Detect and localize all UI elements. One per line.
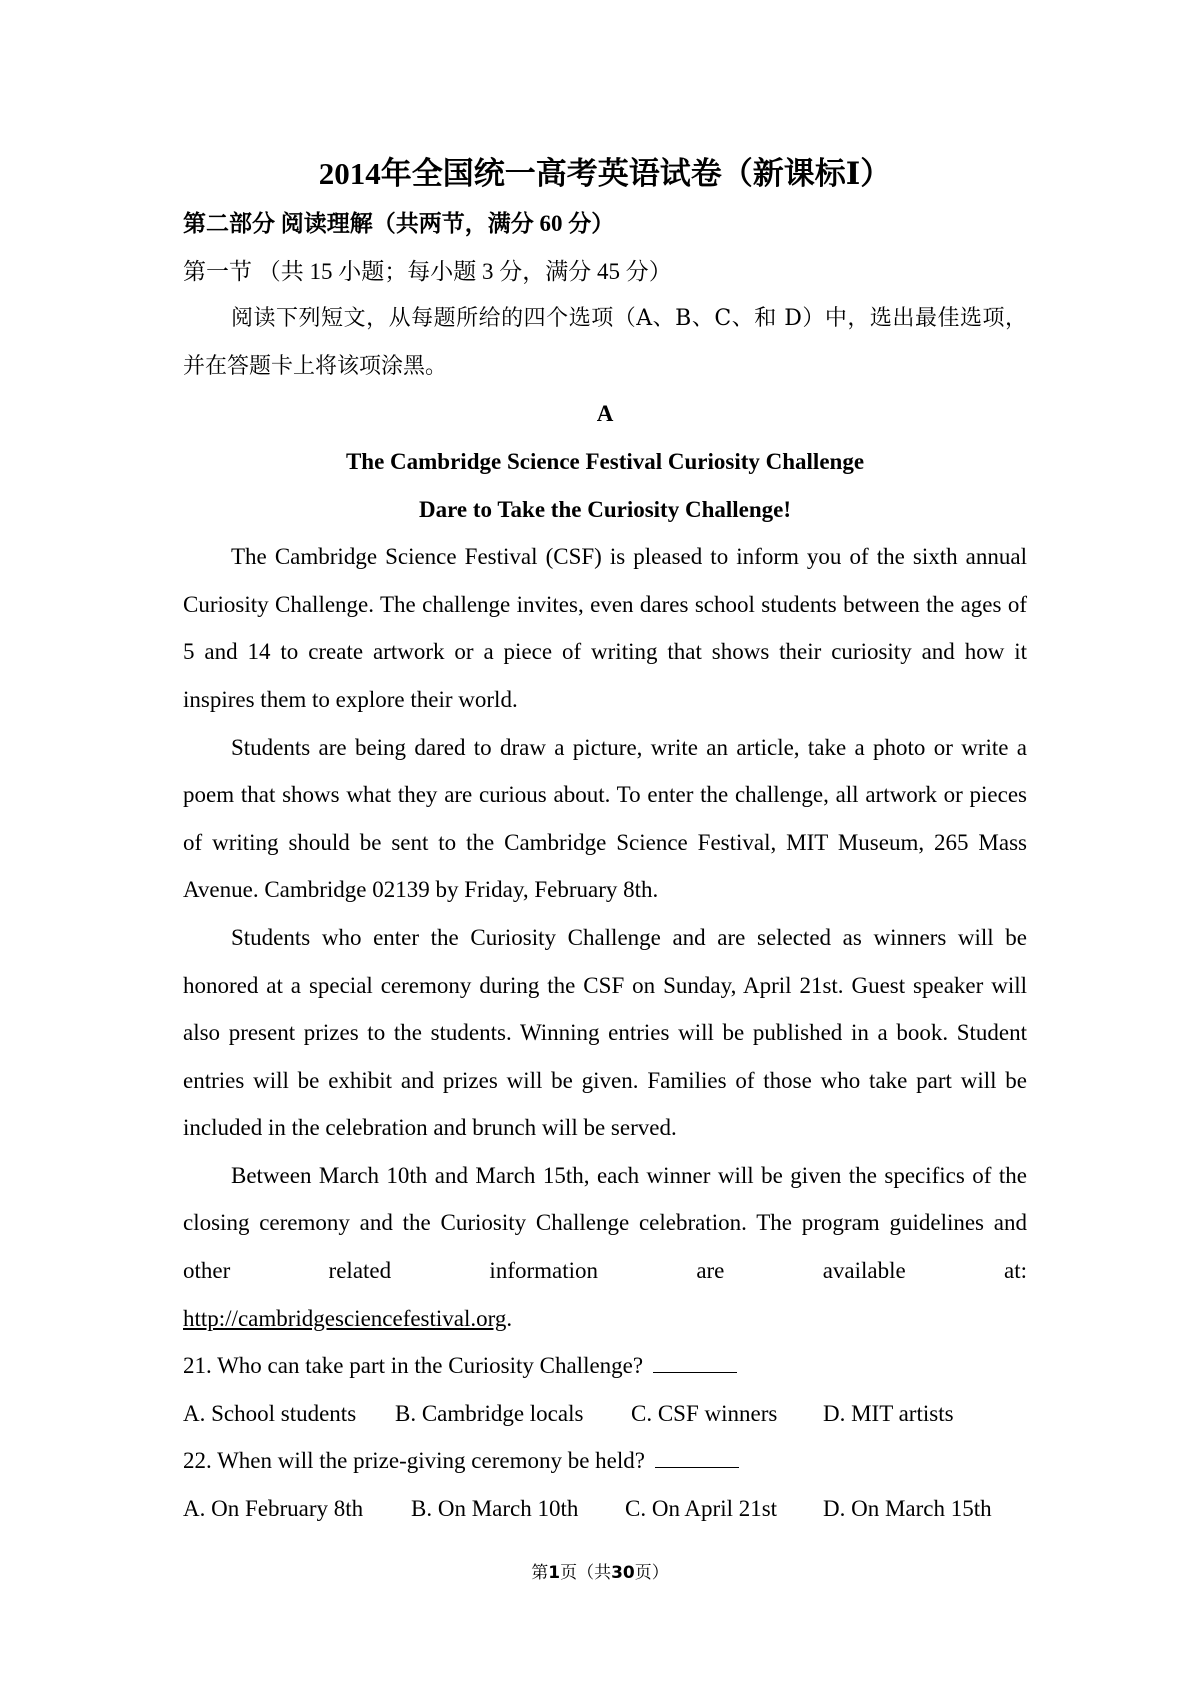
passage-title: The Cambridge Science Festival Curiosity Challenge [345, 448, 865, 474]
option-b: B. On March 10th [411, 1496, 579, 1522]
url-suffix: . [506, 1305, 513, 1331]
footer-total-pages: 30 [611, 1563, 635, 1583]
footer-prefix: 第 [531, 1563, 549, 1583]
passage-url-line [183, 1295, 1027, 1343]
footer-suffix: 页） [634, 1563, 669, 1583]
exam-page [183, 150, 1027, 1533]
option-d: D. On March 15th [823, 1496, 992, 1522]
part-heading: 第二部分 阅读理解（共两节，满分 60 分） [183, 211, 615, 236]
passage-paragraph-3: Students who enter the Curiosity Challenge and are selected as winners will be honored at a special ceremony during the CSF on Sunday, April 21st. Guest speaker will also present prizes to the students. Winning entries will be published in a book. Student entries will be exhibit and prizes will be given. Families of those who take part will be included in the celebration and brunch will be served. [183, 924, 1027, 1141]
question-22-options [183, 1485, 1027, 1533]
option-a: A. School students [183, 1400, 357, 1426]
question-21 [183, 1342, 1027, 1390]
question-21-stem: 21. Who can take part in the Curiosity Challenge? [183, 1353, 644, 1379]
question-22 [183, 1437, 1027, 1485]
section-heading: 第一节 （共 15 小题；每小题 3 分，满分 45 分） [183, 258, 672, 284]
question-22-stem: 22. When will the prize-giving ceremony be held? [183, 1448, 645, 1474]
option-c: C. CSF winners [631, 1400, 778, 1426]
question-21-options [183, 1390, 1027, 1438]
document-title: 2014年全国统一高考英语试卷（新课标Ⅰ） [318, 156, 892, 191]
passage-paragraph-1: The Cambridge Science Festival (CSF) is pleased to inform you of the sixth annual Curiosity Challenge. The challenge invites, even dares school students between the ages of 5 and 14 to create artwork or a piece of writing that shows their curiosity and how it inspires them to explore their world. [183, 544, 1027, 712]
option-b: B. Cambridge locals [395, 1400, 584, 1426]
footer-page-number: 1 [548, 1563, 561, 1583]
instructions: 阅读下列短文，从每题所给的四个选项（A、B、C、和 D）中，选出最佳选项，并在答题卡上将该项涂黑。 [183, 306, 1027, 379]
passage-subtitle: Dare to Take the Curiosity Challenge! [418, 496, 792, 522]
option-c: C. On April 21st [625, 1496, 778, 1522]
page-footer [0, 1558, 1200, 1583]
option-d: D. MIT artists [823, 1400, 954, 1426]
answer-blank [653, 1352, 737, 1373]
option-a: A. On February 8th [183, 1496, 364, 1522]
footer-middle: 页（共 [560, 1563, 612, 1583]
festival-url-link[interactable]: http://cambridgesciencefestival.org [183, 1305, 507, 1331]
passage-label: A [596, 401, 614, 427]
passage-paragraph-4: Between March 10th and March 15th, each winner will be given the specifics of the closing ceremony and the Curiosity Challenge celebration. The program guidelines and other related information are available at: [183, 1162, 1027, 1284]
answer-blank [655, 1447, 739, 1468]
passage-paragraph-2: Students are being dared to draw a picture, write an article, take a photo or write a poem that shows what they are curious about. To enter the challenge, all artwork or pieces of writing should be sent to the Cambridge Science Festival, MIT Museum, 265 Mass Avenue. Cambridge 02139 by Friday, February 8th. [183, 734, 1027, 903]
